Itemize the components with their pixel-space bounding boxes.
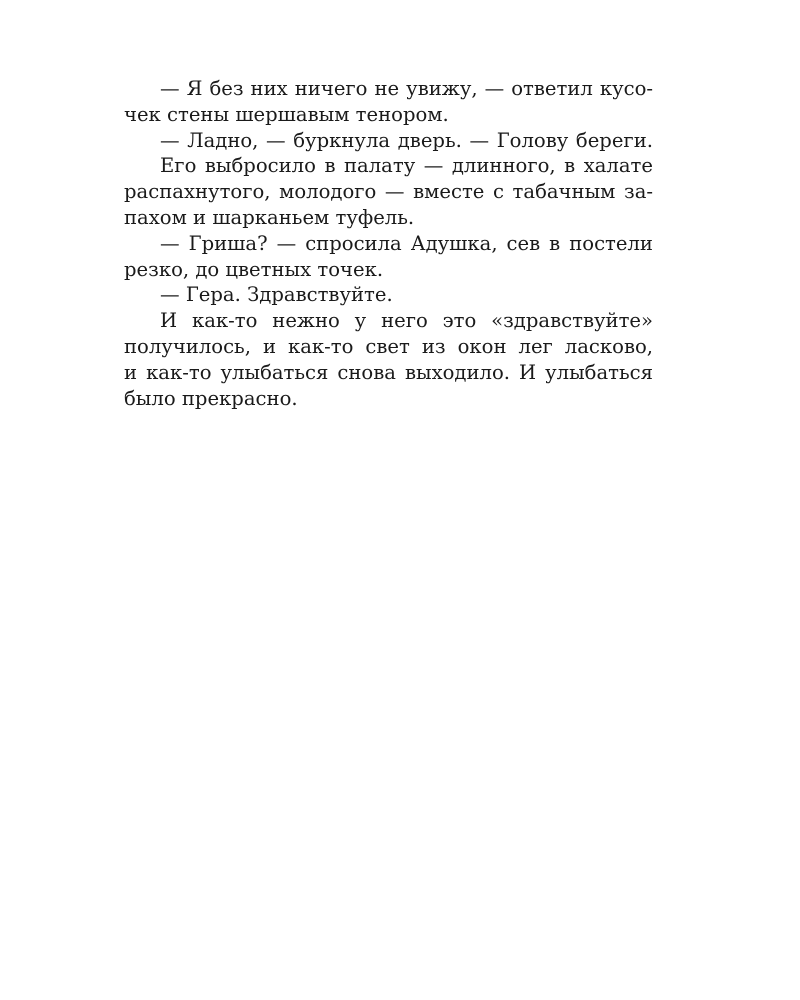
text-line: было прекрасно. <box>124 386 298 410</box>
text-line: — Гриша? — спросила Адушка, сев в постели <box>160 231 653 255</box>
text-line: получилось, и как-то свет из окон лег ласково, <box>124 334 653 358</box>
text-line: пахом и шарканьем туфель. <box>124 205 415 229</box>
body-text <box>124 76 653 411</box>
text-line: резко, до цветных точек. <box>124 257 384 281</box>
text-line: И как-то нежно у него это «здравствуйте» <box>160 309 653 333</box>
text-line: — Гера. Здравствуйте. <box>160 283 393 307</box>
text-line: Его выбросило в палату — длинного, в халате <box>160 154 653 178</box>
text-line: — Я без них ничего не увижу, — ответил кусо- <box>160 77 653 100</box>
text-line: распахнутого, молодого — вместе с табачным за- <box>124 180 653 204</box>
text-line: чек стены шершавым тенором. <box>124 102 449 126</box>
text-line: — Ладно, — буркнула дверь. — Голову береги. <box>160 128 653 152</box>
text-line: и как-то улыбаться снова выходило. И улыбаться <box>124 360 653 384</box>
